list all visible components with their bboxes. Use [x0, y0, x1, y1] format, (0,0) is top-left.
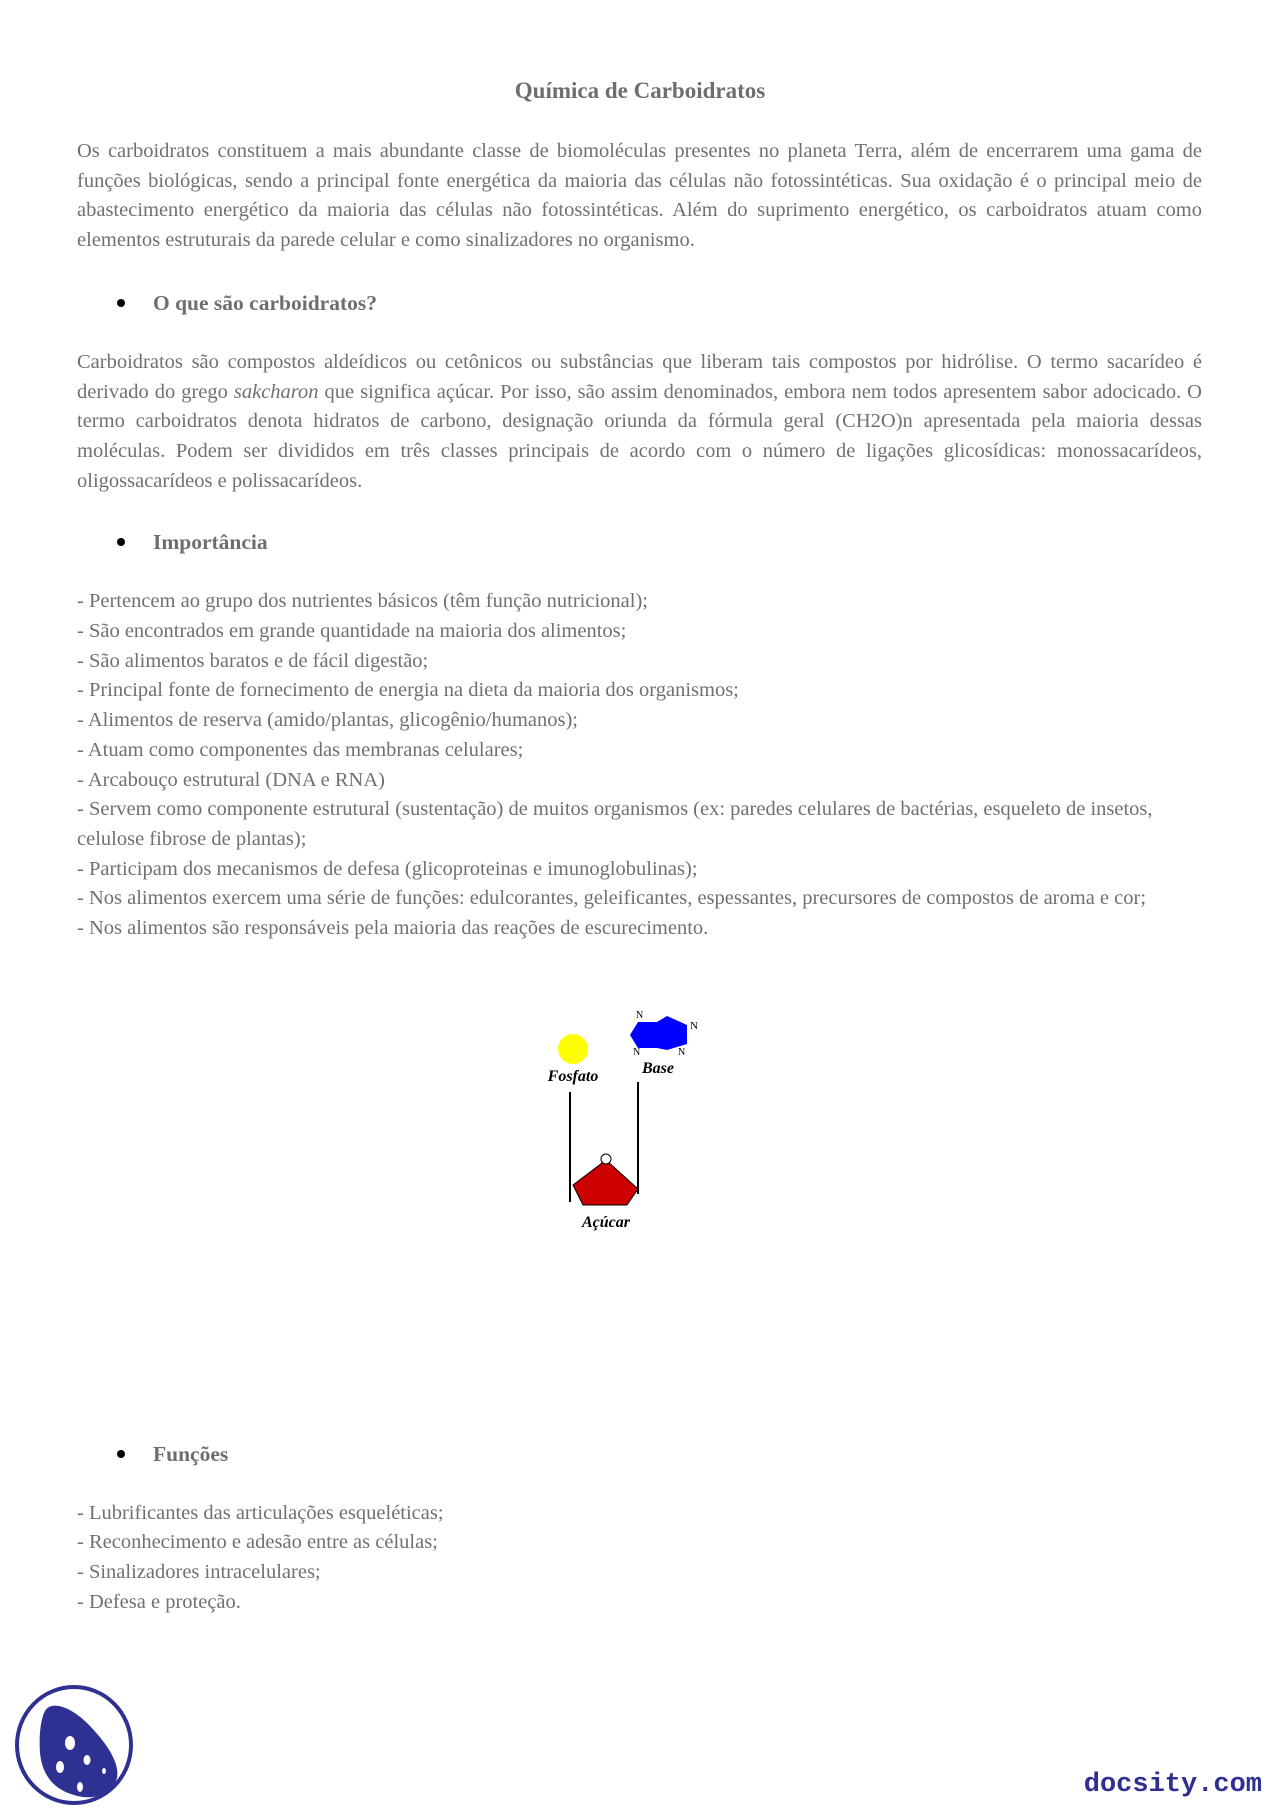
docsity-brand[interactable]: docsity.com [1083, 1770, 1262, 1800]
heading-importance [117, 527, 1280, 557]
docsity-logo-icon [12, 1683, 137, 1808]
list-item: - Participam dos mecanismos de defesa (glicoproteinas e imunoglobulinas); [77, 857, 698, 880]
list-item: - Nos alimentos são responsáveis pela maioria das reações de escurecimento. [77, 917, 709, 940]
text: Carboidratos são compostos aldeídicos ou cetônicos ou substâncias que liberam tais compostos por hidrólise. O termo sacarídeo é derivado do grego [77, 350, 1202, 403]
functions-list [77, 1499, 1202, 1618]
atom-label: N [636, 1009, 644, 1021]
text: que significa açúcar. Por isso, são assim denominados, embora nem todos apresentem sabor adocicado. O termo carboidratos denota hidratos de carbono, designação oriunda da fórmula geral (CH2O)n apresentada pela maioria dessas moléculas. Podem ser divididos em três classes principais de acordo com o número de ligações glicosídicas: monossacarídeos, oligossacarídeos e polissacarídeos. [77, 380, 1202, 492]
phosphate-label: Fosfato [547, 1067, 599, 1085]
heading-functions [117, 1439, 1280, 1469]
ring-oxygen [601, 1154, 611, 1164]
bullet-icon [117, 299, 125, 307]
sugar-label: Açúcar [582, 1213, 630, 1231]
definition-paragraph [77, 348, 1202, 497]
atom-label: N [690, 1019, 698, 1032]
base-label: Base [642, 1059, 674, 1077]
page-title: Química de Carboidratos [514, 78, 766, 103]
list-item: - Principal fonte de fornecimento de energia na dieta da maioria dos organismos; [77, 679, 739, 702]
phosphate-circle [558, 1034, 588, 1064]
atom-label: N [678, 1046, 686, 1058]
heading-what-are-carbohydrates [117, 288, 1280, 318]
list-item: - Pertencem ao grupo dos nutrientes básicos (têm função nutricional); [77, 590, 648, 613]
list-item: - São encontrados em grande quantidade na maioria dos alimentos; [77, 620, 627, 643]
list-item: - São alimentos baratos e de fácil digestão; [77, 649, 429, 672]
heading-text: O que são carboidratos? [153, 290, 377, 315]
atom-label: N [633, 1046, 641, 1058]
importance-list [77, 587, 1202, 943]
base-ring-left [630, 1022, 657, 1048]
italic-term: sakcharon [233, 380, 319, 403]
sugar-pentagon [573, 1160, 638, 1205]
heading-text: Importância [153, 530, 268, 555]
list-item: - Sinalizadores intracelulares; [77, 1561, 321, 1584]
list-item: - Reconhecimento e adesão entre as células; [77, 1531, 438, 1554]
heading-text: Funções [153, 1441, 229, 1466]
list-item: - Servem como componente estrutural (sustentação) de muitos organismos (ex: paredes celulares de bactérias, esqueleto de insetos, celulose fibrose de plantas); [77, 798, 1153, 850]
list-item: - Atuam como componentes das membranas celulares; [77, 738, 524, 761]
base-ring-right [657, 1016, 687, 1050]
bullet-icon [117, 538, 125, 546]
list-item: - Lubrificantes das articulações esqueléticas; [77, 1501, 444, 1524]
intro-paragraph: Os carboidratos constituem a mais abundante classe de biomoléculas presentes no planeta Terra, além de encerrarem uma gama de funções biológicas, sendo a principal fonte energética da maioria das células não fotossintéticas. Sua oxidação é o principal meio de abastecimento energético da maioria das células não fotossintéticas. Além do suprimento energético, os carboidratos atuam como elementos estruturais da parede celular e como sinalizadores no organismo. [77, 140, 1202, 252]
list-item: - Arcabouço estrutural (DNA e RNA) [77, 768, 385, 791]
nucleotide-diagram [520, 992, 720, 1232]
list-item: - Alimentos de reserva (amido/plantas, glicogênio/humanos); [77, 709, 578, 732]
list-item: - Nos alimentos exercem uma série de funções: edulcorantes, geleificantes, espessantes, precursores de compostos de aroma e cor; [77, 887, 1147, 910]
bullet-icon [117, 1450, 125, 1458]
list-item: - Defesa e proteção. [77, 1590, 241, 1613]
